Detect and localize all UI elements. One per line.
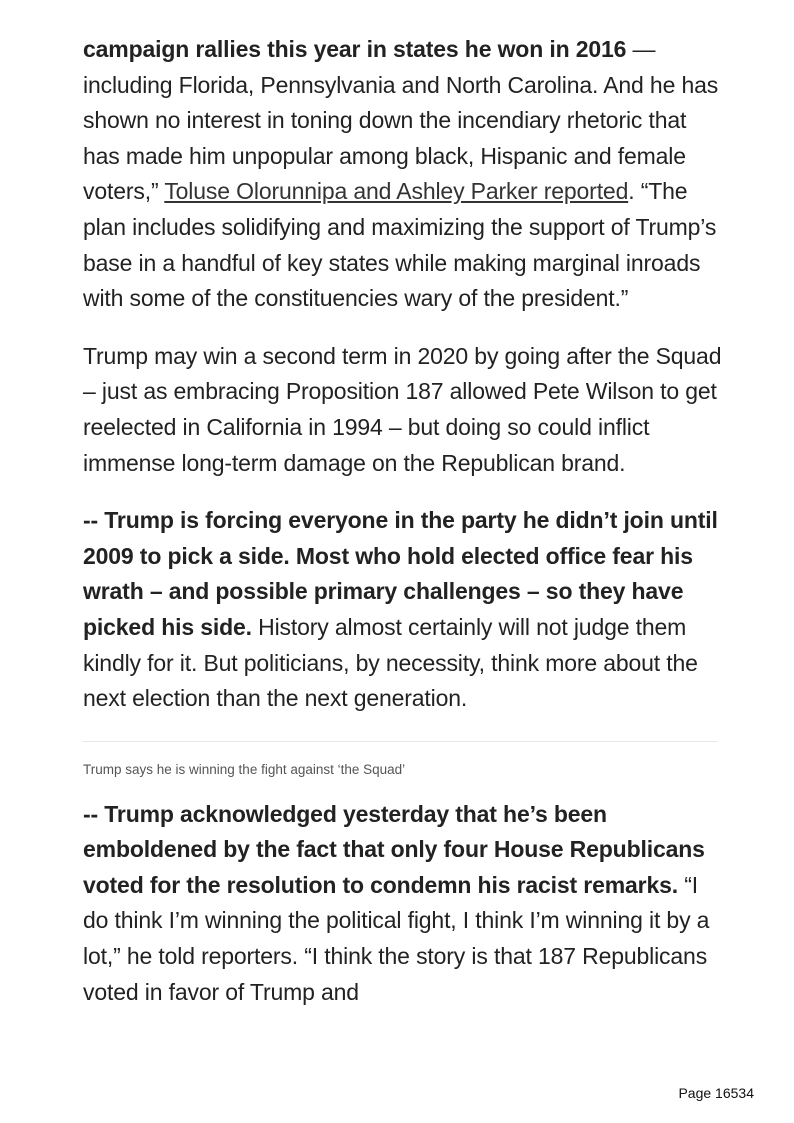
- paragraph-3-text: History almost certainly will not judge them kindly for it. But politicians, by necessity, think more about the next election than the next generation.: [83, 613, 698, 712]
- paragraph-1-text-b: . “The plan includes solidifying and maximizing the support of Trump’s base in a handful of key states while making marginal inroads with some of the constituencies wary of the president.”: [83, 178, 717, 312]
- article-body: [83, 32, 723, 1010]
- divider: [83, 741, 717, 742]
- paragraph-3: [83, 503, 723, 717]
- paragraph-3-bold: -- Trump is forcing everyone in the party he didn’t join until 2009 to pick a side. Most who hold elected office fear his wrath – and possible primary challenges – so they have picked his side.: [83, 507, 718, 640]
- page-number: Page 16534: [678, 1085, 754, 1101]
- paragraph-1-text-a: — including Florida, Pennsylvania and North Carolina. And he has shown no interest in toning down the incendiary rhetoric that has made him unpopular among black, Hispanic and female voters,”: [83, 36, 719, 205]
- paragraph-1-bold: campaign rallies this year in states he won in 2016: [83, 36, 627, 62]
- reporters-link[interactable]: Toluse Olorunnipa and Ashley Parker reported: [164, 178, 629, 205]
- paragraph-1: [83, 32, 723, 317]
- paragraph-2-text: Trump may win a second term in 2020 by going after the Squad – just as embracing Proposition 187 allowed Pete Wilson to get reelected in California in 1994 – but doing so could inflict immense long-term damage on the Republican brand.: [83, 342, 722, 476]
- paragraph-4-text: “I do think I’m winning the political fight, I think I’m winning it by a lot,” he told reporters. “I think the story is that 187 Republicans voted in favor of Trump and: [83, 871, 710, 1005]
- video-caption: Trump says he is winning the fight against ‘the Squad’: [83, 761, 406, 777]
- paragraph-4: [83, 797, 723, 1011]
- paragraph-2: [83, 339, 723, 481]
- paragraph-4-bold: -- Trump acknowledged yesterday that he’s been emboldened by the fact that only four House Republicans voted for the resolution to condemn his racist remarks.: [83, 800, 705, 898]
